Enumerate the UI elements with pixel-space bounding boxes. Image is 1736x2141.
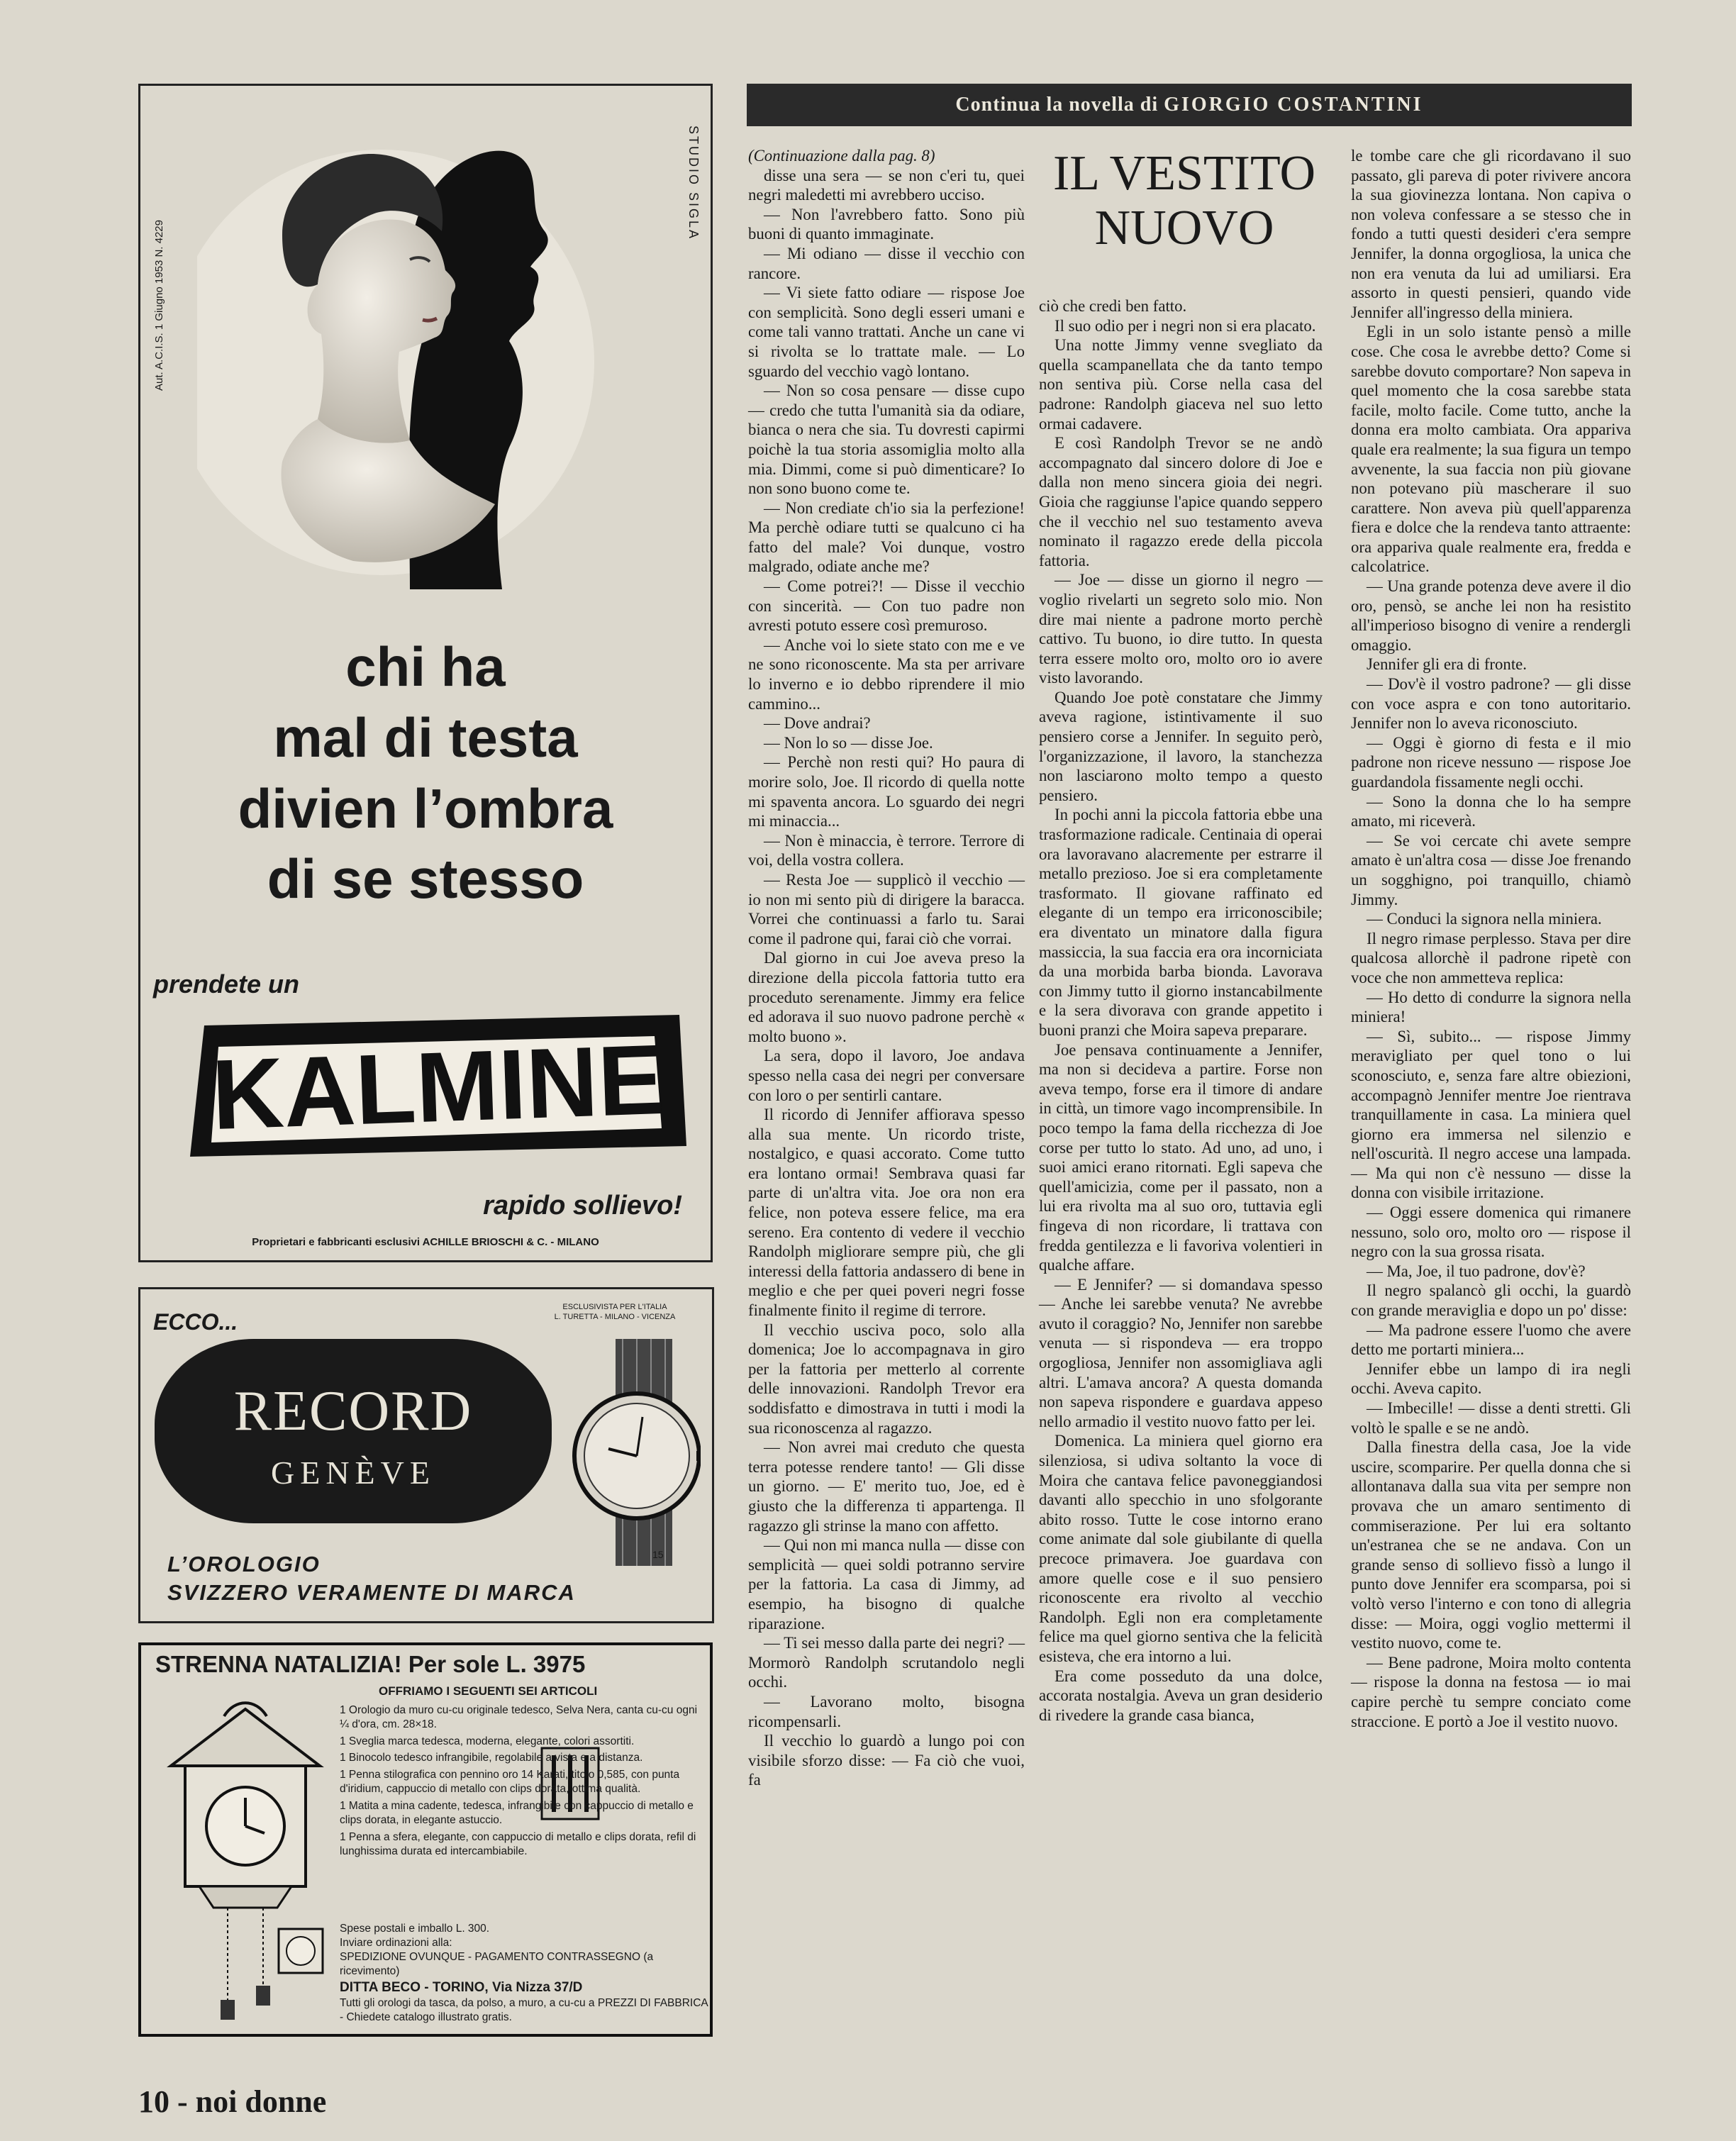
story-paragraph: — Non lo so — disse Joe. bbox=[764, 733, 933, 752]
title-line: NUOVO bbox=[1094, 201, 1274, 255]
story-paragraph: Domenica. La miniera quel giorno era silenziosa, si udiva soltanto la voce di Moira che cantava felice pavoneggiandosi davanti allo specchio in uno sfolgorante abito rosso. Tutte le cose intorno erano come animate dal sole giubilante di quella precoce primavera. Joe guardava con amore quelle cose e il suo pensiero riconoscente era rivolto al vecchio Randolph. Egli non era completamente felice ma quel giorno sentiva che la felicità esisteva, che era intorno a lui. bbox=[1039, 1432, 1323, 1665]
delivery-text: SPEDIZIONE OVUNQUE - PAGAMENTO CONTRASSEGNO (a ricevimento) bbox=[340, 1951, 654, 1978]
story-title bbox=[1035, 146, 1333, 255]
story-paragraph: ciò che credi ben fatto. bbox=[1039, 297, 1187, 315]
order-label: Inviare ordinazioni alla: bbox=[340, 1937, 452, 1950]
story-paragraph: Era come posseduto da una dolce, accorata nostalgia. Aveva un gran desiderio di rivedere la grande casa bianca, bbox=[1039, 1667, 1323, 1724]
story-paragraph: — Conduci la signora nella miniera. bbox=[1367, 910, 1602, 928]
headline bbox=[140, 632, 711, 915]
story-paragraph: — Una grande potenza deve avere il dio oro, pensò, se anche lei non ha resistito all'imperioso bisogno di venire a rendergli omaggio. bbox=[1351, 577, 1631, 654]
list-item: 1 Penna a sfera, elegante, con cappuccio di metallo e clips dorata, refil di lunghissima durata ed intercambiabile. bbox=[340, 1830, 696, 1858]
ad-number: 15 bbox=[652, 1549, 664, 1560]
story-paragraph: La sera, dopo il lavoro, Joe andava spesso nella casa dei negri per conversare con loro o per sentirli cantare. bbox=[748, 1047, 1025, 1104]
header-lead: Continua la novella di bbox=[955, 94, 1159, 116]
story-paragraph: — Mi odiano — disse il vecchio con rancore. bbox=[748, 244, 1025, 282]
story-paragraph: — Come potrei?! — Disse il vecchio con sincerità. — Con tuo padre non avresti potuto essere così premuroso. bbox=[748, 577, 1025, 635]
headline-line: di se stesso bbox=[267, 847, 584, 911]
story-paragraph: — Se voi cercate chi avete sempre amato è un'altra cosa — disse Joe frenando un sogghigno, poi tranquillo, chiamò Jimmy. bbox=[1351, 831, 1631, 908]
list-item: 1 Orologio da muro cu-cu originale tedesco, Selva Nera, canta cu-cu ogni ¼ d'ora, cm. 28×18. bbox=[340, 1704, 698, 1731]
page-footer: 10 - noi donne bbox=[138, 2084, 327, 2119]
ecco-text: ECCO... bbox=[153, 1309, 238, 1335]
story-paragraph: — Sì, subito... — rispose Jimmy meravigliato per quel tono o lui sconosciuto, e, senza fare altre obiezioni, accompagnò Jennifer mentre Joe rientrava tranquillamente in casa. La miniera quel giorno era immersa nel silenzio e nell'oscurità. Il negro accese una lampada. — Ma qui non c'è nessuno — disse la donna con visibile irritazione. bbox=[1351, 1027, 1631, 1202]
tagline-line: L’OROLOGIO bbox=[167, 1552, 321, 1576]
studio-credit: STUDIO SIGLA bbox=[686, 126, 701, 241]
story-paragraph: — Non l'avrebbero fatto. Sono più buoni di quanto immaginate. bbox=[748, 205, 1025, 243]
story-paragraph: Il vecchio usciva poco, solo alla domenica; Joe lo accompagnava in giro per la fattoria per metterlo al corrente delle innovazioni. Randolph Trevor era soddisfatto e dimostrava in tutti i modi la sua riconoscenza al ragazzo. bbox=[748, 1320, 1025, 1437]
story-paragraph: Dalla finestra della casa, Joe la vide uscire, scomparire. Per quella donna che si allontanava dalla sua vita per sempre non provava che un amaro sentimento di commiserazione. Per lui era soltanto un'estranea che se ne andava. Con un grande senso di sollievo fissò a lungo il punto dove Jennifer era scomparsa, poi si voltò verso l'interno e con tono di allegria disse: — Moira, oggi voglio mettermi il vestito nuovo, come te. bbox=[1351, 1438, 1631, 1652]
exclusive-distributor bbox=[533, 1302, 696, 1323]
kalmine-brand-banner bbox=[190, 1015, 686, 1167]
cuckoo-clock-illustration bbox=[157, 1688, 334, 2021]
story-paragraph: Il ricordo di Jennifer affiorava spesso alla sua mente. Un ricordo triste, nostalgico, e quasi accorato. Come tutto era lontano ormai! Sembrava quasi far parte di un'altra vita. Joe ora non era felice, non poteva essere felice, ma era sereno. Era contento di vedere il vecchio Randolph migliorare sempre più, che gli interessi della fattoria andassero di bene in meglio e che per quei poveri negri fosse finalmente finito il regime di terrore. bbox=[748, 1106, 1025, 1320]
story-paragraph: Il vecchio lo guardò a lungo poi con visibile sforzo disse: — Fa ciò che vuoi, fa bbox=[748, 1732, 1025, 1789]
story-paragraph: Una notte Jimmy venne svegliato da quella scampanellata che da tanto tempo non sentiva più. Corse nella casa del padrone: Randolph giaceva nel suo letto ormai cadavere. bbox=[1039, 336, 1323, 433]
story-paragraph: — Lavorano molto, bisogna ricompensarli. bbox=[748, 1692, 1025, 1730]
story-paragraph: — Non avrei mai creduto che questa terra potesse rendere tanto! — Gli disse un giorno. — E' merito tuo, Joe, ed è giusto che la differenza ti appartenga. Il ragazzo gli strinse la mano con affetto. bbox=[748, 1438, 1025, 1535]
headline-line: mal di testa bbox=[273, 706, 578, 769]
story-paragraph: — E Jennifer? — si domandava spesso — Anche lei sarebbe venuta? Ne avrebbe avuto il coraggio? No, Jennifer non sarebbe venuta — si rispondeva — era troppo orgogliosa, Jennifer non assomigliava agli altri. L'amava ancora? A questa domanda non sapeva rispondere e guardava appeso nello armadio il vestito nuovo fatto per lei. bbox=[1039, 1275, 1323, 1430]
record-city-text: GENÈVE bbox=[271, 1455, 435, 1491]
story-paragraph: In pochi anni la piccola fattoria ebbe una trasformazione radicale. Centinaia di operai ora lavoravano alacremente per estrarre il metallo prezioso. Joe si era completamente trasformato. Il giovane raffinato ed elegante di un tempo era irriconoscibile; era diventato un minatore dalla figura massiccia, la sua faccia era ora incorniciata da una morbida barba bionda. Lavorava con Jimmy tutto il giorno instancabilmente e la sera divorava con grande appetito i buoni pranzi che Moira sapeva preparare. bbox=[1039, 806, 1323, 1039]
exclusive-line: L. TURETTA - MILANO - VICENZA bbox=[554, 1313, 676, 1322]
story-paragraph: — Dove andrai? bbox=[764, 714, 871, 733]
exclusive-line: ESCLUSIVISTA PER L'ITALIA bbox=[562, 1303, 667, 1311]
story-paragraph: (Continuazione dalla pag. 8) bbox=[748, 147, 935, 165]
story-paragraph: — Anche voi lo siete stato con me e ve ne sono riconoscente. Ma sta per arrivare lo inverno e io debbo riprendere il mio cammino... bbox=[748, 635, 1025, 713]
kalmine-brand-text: KALMINE bbox=[210, 1023, 667, 1151]
story-paragraph: Dal giorno in cui Joe aveva preso la direzione della piccola fattoria tutto era proceduto serenamente. Jimmy era felice ed adorava il suo nuovo padrone perchè « molto buono ». bbox=[748, 949, 1025, 1045]
relief-slogan: rapido sollievo! bbox=[483, 1191, 682, 1220]
story-paragraph: — Qui non mi manca nulla — disse con semplicità — quei soldi potranno servire per la fattoria. La casa di Jimmy, ad esempio, ha bisogno di qualche riparazione. bbox=[748, 1536, 1025, 1633]
strenna-offer: OFFRIAMO I SEGUENTI SEI ARTICOLI bbox=[379, 1684, 598, 1698]
story-paragraph: — Ho detto di condurre la signora nella miniera! bbox=[1351, 988, 1631, 1026]
story-paragraph: Joe pensava continuamente a Jennifer, ma non si decideva a partire. Forse non aveva tempo, forse era il timore di andare in città, un timore vago incomprensibile. In poco tempo la fama della ricchezza di Joe corse per tutto lo stato. Ad uno, ad uno, i suoi amici erano ritornati. Egli sapeva che quell'amicizia, come per il passato, non a lui era rivolta ma al suo oro, tuttavia egli fingeva di non ricordare, li trattava con fredda gentilezza e li favoriva volentieri in qualche affare. bbox=[1039, 1040, 1323, 1274]
story-paragraph: — Bene padrone, Moira molto contenta — rispose la donna na festosa — io mai capire perchè tu sempre conciato come straccione. E portò a Joe il vestito nuovo. bbox=[1351, 1653, 1631, 1730]
list-item: 1 Matita a mina cadente, tedesca, infrangibile con cappuccio di metallo e clips dorata, in elegante astuccio. bbox=[340, 1799, 694, 1827]
story-paragraph: disse una sera — se non c'eri tu, quei negri maledetti mi avrebbero ucciso. bbox=[748, 166, 1025, 204]
shipping-text: Spese postali e imballo L. 300. bbox=[340, 1923, 490, 1935]
story-paragraph: — Oggi è giorno di festa e il mio padrone non riceve nessuno — rispose Joe guardandola fissamente negli occhi. bbox=[1351, 733, 1631, 791]
story-paragraph: — Joe — disse un giorno il negro — voglio rivelarti un segreto solo mio. Non dire mai niente a padrone morto perchè cattivo. Tu buono, io dire tutto. In questa terra essere molto oro, molto oro io avere visto lavorando. bbox=[1039, 571, 1323, 687]
story-paragraph: E così Randolph Trevor se ne andò accompagnato dal sincero dolore di Joe e dalla non meno sincera gioia dei negri. Gioia che raggiunse l'apice quando seppero che il vecchio nel suo testamento aveva nominato il ragazzo erede della piccola fattoria. bbox=[1039, 434, 1323, 569]
story-paragraph: — Imbecille! — disse a denti stretti. Gli voltò le spalle e se ne andò. bbox=[1351, 1399, 1631, 1437]
list-item: 1 Penna stilografica con pennino oro 14 Karati, titolo 0,585, con punta d'iridium, cappuccio di metallo con clips dorata, ottima qualità. bbox=[340, 1768, 680, 1796]
woman-silhouette-illustration bbox=[197, 107, 594, 589]
story-paragraph: Egli in un solo istante pensò a mille cose. Che cosa le avrebbe detto? Come si sarebbe dovuto comportare? Non sapeva in quel momento che la cosa sarebbe stata facile, molto facile. Come tutto, anche la donna era molto cambiata. Ora appariva quale era realmente; la sua figura un tempo avvenente, la sua faccia non più giovane non potevano più mascherare il suo carattere. Non aveva più quell'apparenza fiera e dolce che la rendeva tanto attraente: ora appariva quale realmente era, fredda e calcolatrice. bbox=[1351, 323, 1631, 576]
list-item: 1 Binocolo tedesco infrangibile, regolabile a vista e a distanza. bbox=[340, 1752, 643, 1764]
story-paragraph: Quando Joe potè constatare che Jimmy aveva ragione, istintivamente il suo pensiero corse a Jennifer. In seguito però, l'organizzazione, il lavoro, la stanchezza non lasciarono molto tempo a questo pensiero. bbox=[1039, 688, 1323, 804]
headline-line: chi ha bbox=[345, 635, 506, 698]
note-text: Tutti gli orologi da tasca, da polso, a muro, a cu-cu a PREZZI DI FABBRICA - Chiedete catalogo illustrato gratis. bbox=[340, 1997, 708, 2024]
strenna-items bbox=[340, 1703, 701, 1862]
record-ad bbox=[138, 1287, 714, 1623]
story-paragraph: Il negro rimase perplesso. Stava per dire qualcosa allorchè il padrone ripetè con voce che non ammetteva replica: bbox=[1351, 929, 1631, 986]
story-paragraph: Jennifer gli era di fronte. bbox=[1367, 655, 1527, 674]
story-paragraph: Jennifer ebbe un lampo di ira negli occhi. Aveva capito. bbox=[1351, 1359, 1631, 1398]
strenna-ad bbox=[138, 1642, 713, 2037]
story-paragraph: — Oggi essere domenica qui rimanere nessuno, solo oro, molto oro — rispose il negro con la sua grossa risata. bbox=[1351, 1203, 1631, 1261]
take-text: prendete un bbox=[153, 969, 300, 999]
story-paragraph: Il suo odio per i negri non si era placato. bbox=[1055, 316, 1316, 335]
story-paragraph: — Perchè non resti qui? Ho paura di morire solo, Joe. Il ricordo di quella notte mi spaventa ancora. Lo sguardo dei negri mi minaccia... bbox=[748, 753, 1025, 830]
tagline-line: SVIZZERO VERAMENTE DI MARCA bbox=[167, 1580, 576, 1605]
story-paragraph: Il negro spalancò gli occhi, la guardò con grande meraviglia e dopo un po' disse: bbox=[1351, 1281, 1631, 1320]
story-paragraph: — Non so cosa pensare — disse cupo — credo che tutta l'umanità sia da odiare, bianca o nera che sia. Tu dovresti capirmi poichè la tua storia assomiglia molto alla mia. Dimmi, come si può dimenticare? Io non sono buono come te. bbox=[748, 382, 1025, 498]
maker-note: Proprietari e fabbricanti esclusivi ACHILLE BRIOSCHI & C. - MILANO bbox=[252, 1236, 599, 1248]
story-header bbox=[747, 84, 1632, 126]
list-item: 1 Sveglia marca tedesca, moderna, elegante, colori assortiti. bbox=[340, 1735, 635, 1747]
story-paragraph: — Vi siete fatto odiare — rispose Joe con semplicità. Sono degli esseri umani e come tali vanno trattati. Anche un cane vi si rivolta se lo trattate male. — Lo sguardo del vecchio vagò lontano. bbox=[748, 284, 1025, 380]
strenna-title: STRENNA NATALIZIA! Per sole L. 3975 bbox=[155, 1651, 586, 1677]
story-paragraph: — Ti sei messo dalla parte dei negri? — Mormorò Randolph scrutandolo negli occhi. bbox=[748, 1634, 1025, 1691]
wristwatch-illustration bbox=[566, 1339, 701, 1566]
story-paragraph: — Sono la donna che lo ha sempre amato, mi riceverà. bbox=[1351, 792, 1631, 830]
story-paragraph: — Ma padrone essere l'uomo che avere detto me portarti miniera... bbox=[1351, 1320, 1631, 1359]
strenna-footer bbox=[340, 1922, 708, 2025]
story-paragraph: — Non crediate ch'io sia la perfezione! Ma perchè odiare tutti se qualcuno ci ha fatto del male? Voi dunque, vostro malgrado, odiate anche me? bbox=[748, 499, 1025, 576]
story-paragraph: — Resta Joe — supplicò il vecchio — io non mi sento più di dirigere la baracca. Vorrei che continuassi a farlo tu. Sarai come il padrone qui, farai ciò che vorrai. bbox=[748, 870, 1025, 947]
story-paragraph: — Dov'è il vostro padrone? — gli disse con voce aspra e con tono autoritario. Jennifer non lo aveva riconosciuto. bbox=[1351, 675, 1631, 733]
record-brand-text: RECORD bbox=[233, 1380, 473, 1442]
story-paragraph: — Ma, Joe, il tuo padrone, dov'è? bbox=[1367, 1262, 1586, 1280]
header-author: GIORGIO COSTANTINI bbox=[1164, 94, 1423, 116]
story-column-2 bbox=[1039, 296, 1323, 1725]
company-text: DITTA BECO - TORINO, Via Nizza 37/D bbox=[340, 1979, 583, 1995]
story-column-1 bbox=[748, 146, 1025, 1790]
kalmine-ad bbox=[138, 84, 713, 1262]
story-column-3 bbox=[1351, 146, 1631, 1731]
story-paragraph: — Non è minaccia, è terrore. Terrore di voi, della vostra collera. bbox=[748, 831, 1025, 869]
title-line: IL VESTITO bbox=[1052, 146, 1316, 201]
story-paragraph: le tombe care che gli ricordavano il suo passato, gli pareva di poter rivivere ancora la sua giovinezza lontana. Non capiva o non voleva confessare a se stesso che in fondo a tutti questi desideri c'era sempre Jennifer, la donna orgogliosa, la unica che non era venuta da lui ad umiliarsi. Era assorto in questi pensieri, quando vide Jennifer all'ingresso della miniera. bbox=[1351, 147, 1631, 321]
headline-line: divien l’ombra bbox=[238, 777, 613, 840]
authorization-note: Aut. A.C.I.S. 1 Giugno 1953 N. 4229 bbox=[153, 220, 165, 391]
